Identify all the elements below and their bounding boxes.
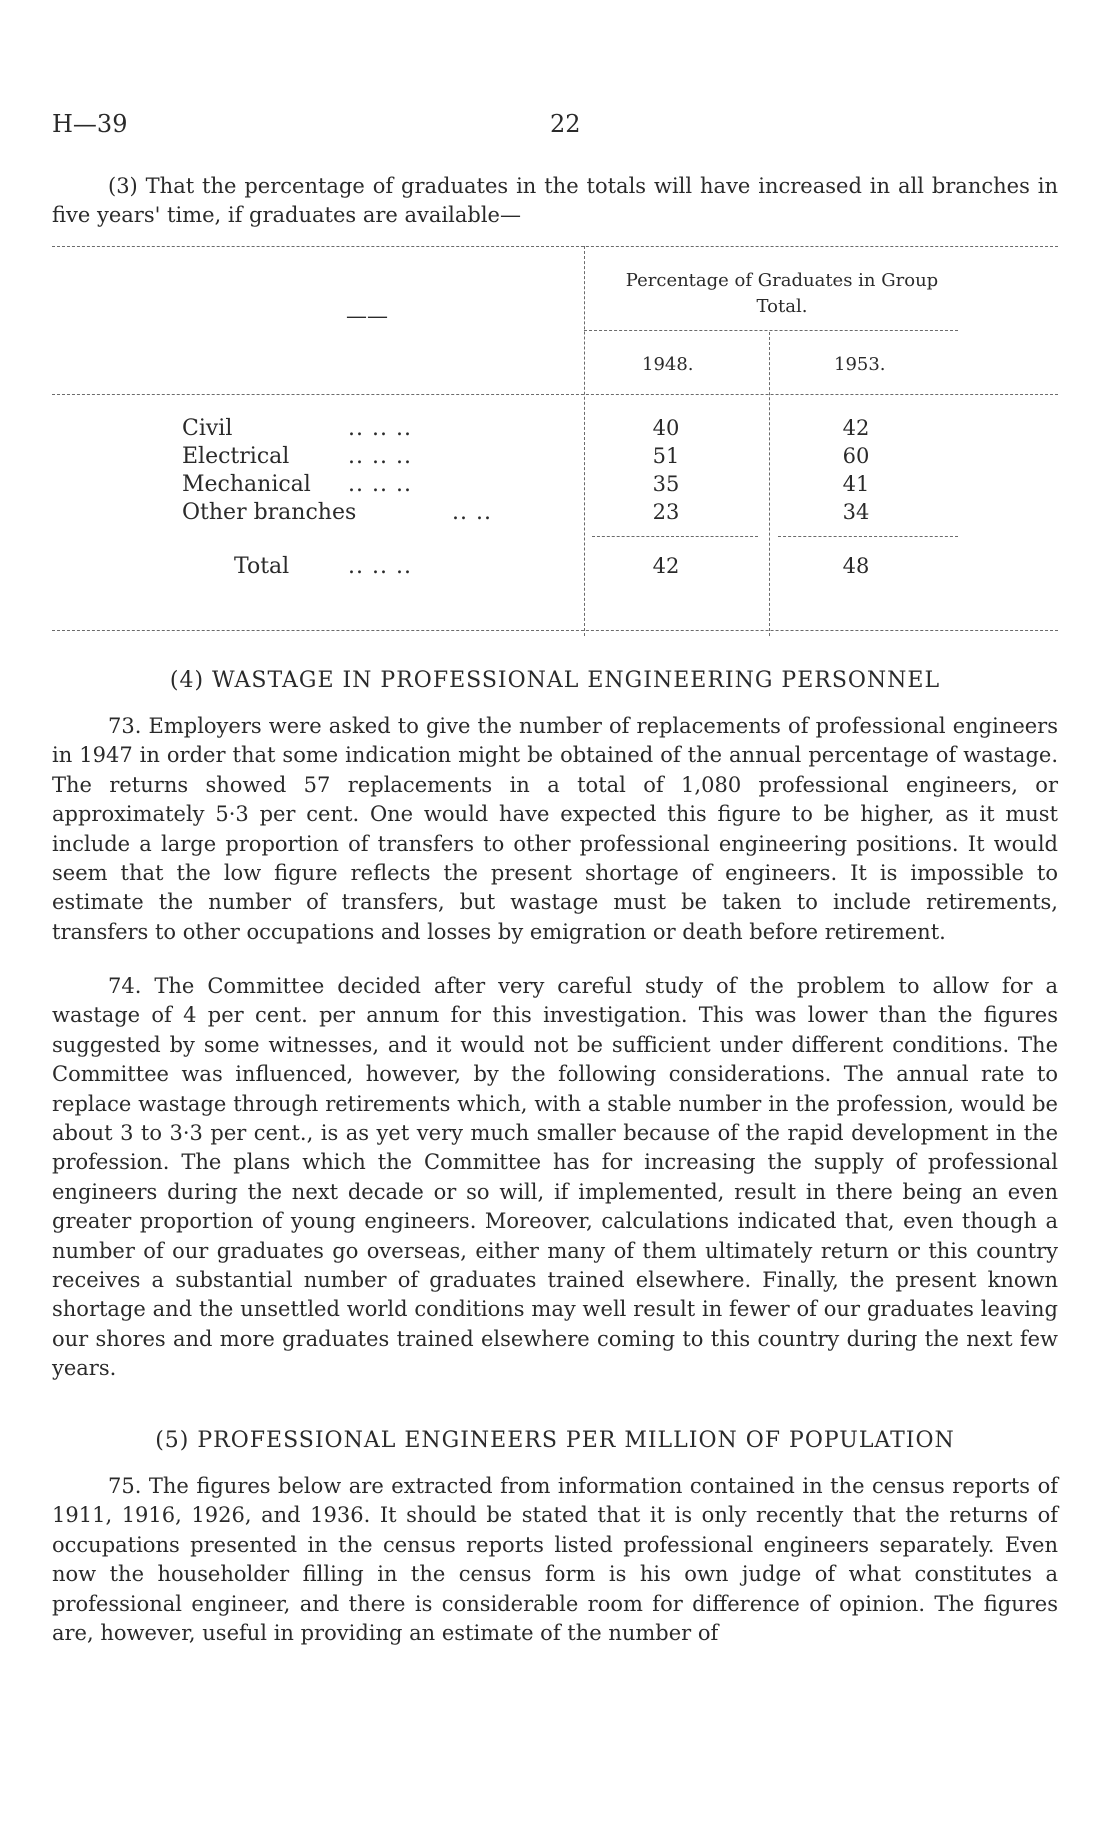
row-label: Other branches — [182, 500, 357, 525]
table-stub-separator — [584, 246, 585, 636]
table-year-separator — [769, 332, 770, 636]
value-1948: 35 — [652, 472, 680, 496]
section-heading-wastage: (4) WASTAGE IN PROFESSIONAL ENGINEERING PERSONNEL — [169, 668, 941, 693]
row-label: Electrical — [182, 444, 290, 469]
year-header-1953: 1953. — [834, 354, 886, 375]
value-1953: 42 — [842, 416, 870, 440]
total-top-rule-1948 — [592, 536, 758, 537]
paragraph-73 — [52, 712, 1058, 947]
total-1948: 42 — [652, 554, 680, 578]
stub-header: —— — [346, 304, 388, 328]
intro-text: (3) That the percentage of graduates in the totals will have increased in all branches in five years' time, if graduates are available— — [52, 174, 1058, 227]
total-label: Total — [234, 554, 290, 579]
header-bottom-rule — [52, 394, 1058, 395]
table-top-rule — [52, 246, 1058, 247]
year-header-1948: 1948. — [642, 354, 694, 375]
total-1953: 48 — [842, 554, 870, 578]
value-1953: 34 — [842, 500, 870, 524]
row-leader-dots: .. .. .. — [348, 416, 412, 441]
page-id: H—39 — [52, 110, 128, 138]
row-label: Civil — [182, 416, 233, 441]
value-1948: 51 — [652, 444, 680, 468]
row-leader-dots: .. .. — [452, 500, 492, 525]
paragraph-73-text: 73. Employers were asked to give the number of replacements of professional engineers in 1947 in order that some indication might be obtained of the annual percentage of wastage. The returns showed 57 replacements in a total of 1,080 professional engineers, or approximately 5·3 per cent. One would have expected this figure to be higher, as it must include a large proportion of transfers to other professional engineering positions. It would seem that the low figure reflects the present shortage of engineers. It is impossible to estimate the number of transfers, but wastage must be taken to include retirements, transfers to other occupations and losses by emigration or death before retirement. — [52, 714, 1058, 944]
group-header-rule — [584, 330, 958, 331]
paragraph-75-text: 75. The figures below are extracted from information contained in the census reports of 1911, 1916, 1926, and 1936. It should be stated that it is only recently that the returns of occupations presented in the census reports listed professional engineers separately. Even now the householder filling in the census form is his own judge of what constitutes a professional engineer, and there is considerable room for difference of opinion. The figures are, however, useful in providing an estimate of the number of — [52, 1474, 1058, 1646]
value-1953: 60 — [842, 444, 870, 468]
value-1953: 41 — [842, 472, 870, 496]
group-header: Percentage of Graduates in Group Total. — [625, 270, 939, 317]
table-bottom-rule — [52, 630, 1058, 631]
row-label: Mechanical — [182, 472, 311, 497]
page-number: 22 — [550, 110, 581, 138]
paragraph-74-text: 74. The Committee decided after very careful study of the problem to allow for a wastage of 4 per cent. per annum for this investigation. This was lower than the figures suggested by some witnesses, and it would not be sufficient under different conditions. The Committee was influenced, however, by the following considerations. The annual rate to replace wastage through retirements which, with a stable number in the profession, would be about 3 to 3·3 per cent., is as yet very much smaller because of the rapid development in the profession. The plans which the Committee has for increasing the supply of professional engineers during the next decade or so will, if implemented, result in there being an even greater proportion of young engineers. Moreover, calculations indicated that, even though a number of our graduates go overseas, either many of them ultimately return or this country receives a substantial number of graduates trained elsewhere. Finally, the present known shortage and the unsettled world conditions may well result in fewer of our graduates leaving our shores and more graduates trained elsewhere coming to this country during the next few years. — [52, 974, 1058, 1381]
page-header — [52, 110, 1058, 140]
total-top-rule-1953 — [778, 536, 958, 537]
total-leader-dots: .. .. .. — [348, 554, 412, 579]
graduates-table — [52, 246, 1058, 636]
paragraph-75 — [52, 1472, 1058, 1648]
row-leader-dots: .. .. .. — [348, 472, 412, 497]
value-1948: 23 — [652, 500, 680, 524]
paragraph-74 — [52, 972, 1058, 1384]
section-heading-per-million: (5) PROFESSIONAL ENGINEERS PER MILLION OF POPULATION — [155, 1428, 955, 1453]
value-1948: 40 — [652, 416, 680, 440]
intro-paragraph — [52, 172, 1058, 230]
row-leader-dots: .. .. .. — [348, 444, 412, 469]
